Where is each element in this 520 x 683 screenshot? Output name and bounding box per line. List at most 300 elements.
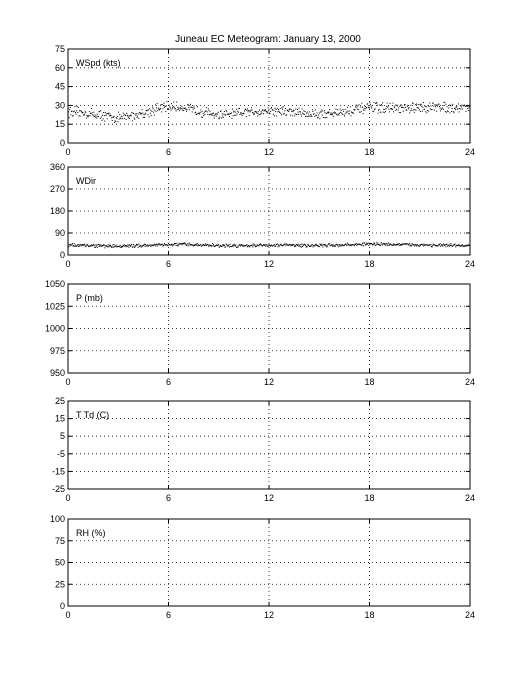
data-point (348, 111, 349, 112)
data-point (235, 115, 236, 116)
data-point (215, 113, 216, 114)
x-tick-label: 0 (65, 147, 71, 157)
data-point (196, 244, 197, 245)
data-point (85, 111, 86, 112)
data-point (93, 245, 94, 246)
data-point (355, 106, 356, 107)
data-point (253, 244, 254, 245)
data-point (440, 243, 441, 244)
data-point (192, 244, 193, 245)
data-point (94, 116, 95, 117)
data-point (329, 109, 330, 110)
data-point (448, 111, 449, 112)
data-point (192, 111, 193, 112)
y-tick-label: 45 (54, 81, 65, 92)
data-point (452, 246, 453, 247)
data-point (256, 112, 257, 113)
data-point (410, 105, 411, 106)
data-point (180, 108, 181, 109)
data-point (122, 246, 123, 247)
data-point (101, 120, 102, 121)
data-point (114, 122, 115, 123)
data-point (195, 245, 196, 246)
data-point (75, 245, 76, 246)
data-point (446, 106, 447, 107)
data-point (98, 116, 99, 117)
data-point (439, 244, 440, 245)
data-point (375, 245, 376, 246)
data-point (233, 245, 234, 246)
data-point (145, 246, 146, 247)
data-point (451, 105, 452, 106)
data-point (390, 243, 391, 244)
data-point (169, 105, 170, 106)
data-point (223, 245, 224, 246)
data-point (308, 115, 309, 116)
data-point (135, 115, 136, 116)
data-point (249, 246, 250, 247)
data-point (155, 245, 156, 246)
data-point (78, 244, 79, 245)
data-point (103, 112, 104, 113)
data-point (98, 244, 99, 245)
data-point (78, 246, 79, 247)
data-point (392, 244, 393, 245)
data-point (421, 104, 422, 105)
data-point (271, 245, 272, 246)
data-point (369, 102, 370, 103)
data-point (205, 244, 206, 245)
data-point (123, 245, 124, 246)
data-point (302, 246, 303, 247)
data-point (420, 111, 421, 112)
data-point (161, 104, 162, 105)
data-point (370, 104, 371, 105)
data-point (69, 109, 70, 110)
data-point (164, 243, 165, 244)
data-point (204, 112, 205, 113)
data-point (416, 245, 417, 246)
data-point (432, 109, 433, 110)
data-point (164, 244, 165, 245)
data-point (308, 245, 309, 246)
data-point (445, 111, 446, 112)
data-point (191, 107, 192, 108)
data-point (229, 116, 230, 117)
data-point (321, 111, 322, 112)
data-point (92, 112, 93, 113)
data-point (294, 110, 295, 111)
data-point (280, 108, 281, 109)
data-point (258, 111, 259, 112)
data-point (254, 245, 255, 246)
data-point (433, 103, 434, 104)
data-point (448, 108, 449, 109)
data-point (247, 108, 248, 109)
data-point (156, 244, 157, 245)
panel-0 (55, 44, 475, 157)
data-point (410, 110, 411, 111)
data-point (77, 245, 78, 246)
data-point (196, 245, 197, 246)
data-point (407, 106, 408, 107)
data-point (99, 245, 100, 246)
x-tick-label: 12 (263, 493, 275, 503)
data-point (200, 244, 201, 245)
data-point (438, 104, 439, 105)
data-point (111, 115, 112, 116)
data-point (422, 244, 423, 245)
data-point (299, 244, 300, 245)
data-point (329, 112, 330, 113)
data-point (70, 114, 71, 115)
data-point (316, 244, 317, 245)
data-point (393, 111, 394, 112)
data-point (368, 243, 369, 244)
data-point (364, 242, 365, 243)
data-point (127, 244, 128, 245)
data-point (176, 245, 177, 246)
data-point (239, 244, 240, 245)
data-point (135, 245, 136, 246)
data-point (325, 244, 326, 245)
data-point (88, 115, 89, 116)
x-tick-label: 0 (65, 259, 71, 269)
data-point (282, 109, 283, 110)
data-point (176, 101, 177, 102)
data-point (265, 246, 266, 247)
data-point (289, 108, 290, 109)
data-point (257, 113, 258, 114)
data-point (96, 118, 97, 119)
data-point (133, 113, 134, 114)
data-point (235, 246, 236, 247)
data-point (383, 112, 384, 113)
data-point (74, 111, 75, 112)
data-point (219, 247, 220, 248)
data-point (412, 243, 413, 244)
data-point (401, 107, 402, 108)
data-point (302, 243, 303, 244)
data-point (437, 106, 438, 107)
x-tick-label: 18 (364, 259, 375, 269)
data-point (236, 109, 237, 110)
data-point (409, 244, 410, 245)
data-point (169, 106, 170, 107)
data-point (400, 104, 401, 105)
data-point (366, 243, 367, 244)
data-point (109, 115, 110, 116)
data-point (207, 111, 208, 112)
data-point (402, 245, 403, 246)
data-point (453, 111, 454, 112)
data-point (294, 244, 295, 245)
data-point (96, 244, 97, 245)
data-point (383, 109, 384, 110)
data-point (450, 245, 451, 246)
data-point (132, 120, 133, 121)
data-point (252, 245, 253, 246)
data-point (115, 246, 116, 247)
data-point (84, 244, 85, 245)
data-point (69, 244, 70, 245)
x-tick-label: 6 (165, 259, 172, 269)
data-point (341, 245, 342, 246)
data-point (455, 246, 456, 247)
data-point (316, 115, 317, 116)
data-point (341, 244, 342, 245)
data-point (445, 246, 446, 247)
data-point (428, 110, 429, 111)
data-point (281, 114, 282, 115)
data-point (302, 113, 303, 114)
data-point (134, 246, 135, 247)
data-point (100, 110, 101, 111)
data-point (300, 246, 301, 247)
data-point (96, 246, 97, 247)
data-point (108, 244, 109, 245)
data-point (375, 103, 376, 104)
data-point (355, 244, 356, 245)
data-point (426, 112, 427, 113)
data-point (381, 104, 382, 105)
data-point (183, 108, 184, 109)
data-point (331, 244, 332, 245)
data-point (349, 110, 350, 111)
data-point (222, 113, 223, 114)
data-point (130, 246, 131, 247)
chart-title: Juneau EC Meteogram: January 13, 2000 (175, 34, 361, 45)
data-point (231, 118, 232, 119)
data-point (127, 246, 128, 247)
data-point (461, 106, 462, 107)
data-point (345, 243, 346, 244)
data-point (275, 245, 276, 246)
y-tick-label: 950 (49, 368, 65, 378)
data-point (138, 118, 139, 119)
data-point (445, 104, 446, 105)
data-point (244, 111, 245, 112)
data-point (134, 119, 135, 120)
data-point (279, 112, 280, 113)
data-point (308, 113, 309, 114)
data-point (430, 244, 431, 245)
data-point (457, 108, 458, 109)
data-point (335, 112, 336, 113)
data-point (380, 245, 381, 246)
data-point (269, 245, 270, 246)
data-point (414, 112, 415, 113)
data-point (195, 112, 196, 113)
data-point (306, 116, 307, 117)
data-point (299, 108, 300, 109)
data-point (330, 114, 331, 115)
data-point (171, 103, 172, 104)
data-point (311, 115, 312, 116)
data-point (432, 245, 433, 246)
data-point (200, 112, 201, 113)
data-point (455, 108, 456, 109)
x-tick-label: 12 (263, 610, 275, 620)
data-point (353, 113, 354, 114)
data-point (399, 112, 400, 113)
data-point (302, 108, 303, 109)
data-point (208, 108, 209, 109)
data-point (317, 245, 318, 246)
data-point (229, 244, 230, 245)
data-point (311, 245, 312, 246)
data-point (334, 246, 335, 247)
data-point (187, 109, 188, 110)
data-point (123, 115, 124, 116)
data-point (208, 245, 209, 246)
data-point (395, 110, 396, 111)
panel-label: T Td (C) (76, 410, 110, 420)
data-point (286, 114, 287, 115)
data-point (284, 110, 285, 111)
data-point (356, 243, 357, 244)
data-point (213, 244, 214, 245)
data-point (172, 108, 173, 109)
data-point (353, 244, 354, 245)
data-point (317, 117, 318, 118)
data-point (81, 245, 82, 246)
data-point (214, 115, 215, 116)
data-point (96, 116, 97, 117)
data-point (73, 245, 74, 246)
data-point (451, 111, 452, 112)
data-point (402, 105, 403, 106)
data-point (70, 107, 71, 108)
data-point (285, 108, 286, 109)
data-point (166, 101, 167, 102)
data-point (124, 114, 125, 115)
data-point (148, 109, 149, 110)
data-point (241, 114, 242, 115)
data-point (230, 244, 231, 245)
data-point (382, 244, 383, 245)
data-point (209, 114, 210, 115)
data-point (188, 107, 189, 108)
data-point (407, 105, 408, 106)
data-point (373, 102, 374, 103)
data-point (142, 245, 143, 246)
data-point (208, 110, 209, 111)
data-point (367, 244, 368, 245)
data-point (262, 110, 263, 111)
data-point (369, 107, 370, 108)
data-point (197, 245, 198, 246)
data-point (451, 243, 452, 244)
data-point (380, 243, 381, 244)
data-point (185, 108, 186, 109)
data-point (197, 243, 198, 244)
data-point (310, 116, 311, 117)
data-point (297, 245, 298, 246)
data-point (274, 244, 275, 245)
data-point (341, 113, 342, 114)
data-point (72, 243, 73, 244)
data-point (326, 245, 327, 246)
data-point (428, 105, 429, 106)
data-point (212, 245, 213, 246)
data-point (278, 244, 279, 245)
data-point (386, 108, 387, 109)
data-point (108, 246, 109, 247)
data-point (210, 245, 211, 246)
data-point (193, 106, 194, 107)
data-point (111, 246, 112, 247)
data-point (270, 246, 271, 247)
data-point (307, 112, 308, 113)
data-point (301, 116, 302, 117)
x-tick-label: 18 (364, 493, 375, 503)
data-point (211, 115, 212, 116)
data-point (455, 244, 456, 245)
data-point (312, 246, 313, 247)
data-point (303, 114, 304, 115)
data-point (389, 111, 390, 112)
panel-4 (50, 514, 475, 620)
data-point (126, 113, 127, 114)
panel-label: P (mb) (76, 293, 103, 303)
data-point (268, 246, 269, 247)
data-point (154, 110, 155, 111)
data-point (322, 115, 323, 116)
data-point (237, 113, 238, 114)
panel-2 (45, 279, 475, 387)
data-point (69, 246, 70, 247)
data-point (362, 243, 363, 244)
data-point (285, 245, 286, 246)
data-point (386, 243, 387, 244)
data-point (369, 244, 370, 245)
data-point (319, 118, 320, 119)
data-point (345, 109, 346, 110)
data-point (382, 102, 383, 103)
data-point (76, 110, 77, 111)
data-point (334, 112, 335, 113)
data-point (153, 112, 154, 113)
data-point (307, 246, 308, 247)
data-point (319, 113, 320, 114)
data-point (461, 105, 462, 106)
y-tick-label: -25 (51, 484, 65, 494)
data-point (392, 109, 393, 110)
data-point (218, 112, 219, 113)
data-point (78, 115, 79, 116)
data-point (310, 114, 311, 115)
x-tick-label: 24 (464, 493, 476, 503)
data-point (403, 111, 404, 112)
data-point (143, 114, 144, 115)
data-point (252, 246, 253, 247)
data-point (460, 105, 461, 106)
data-point (395, 105, 396, 106)
data-point (182, 110, 183, 111)
data-point (260, 244, 261, 245)
data-point (376, 244, 377, 245)
data-point (177, 109, 178, 110)
y-tick-label: 975 (49, 345, 65, 356)
data-point (356, 105, 357, 106)
data-point (107, 118, 108, 119)
data-point (99, 246, 100, 247)
data-point (214, 118, 215, 119)
data-point (449, 244, 450, 245)
data-point (130, 114, 131, 115)
data-point (290, 244, 291, 245)
